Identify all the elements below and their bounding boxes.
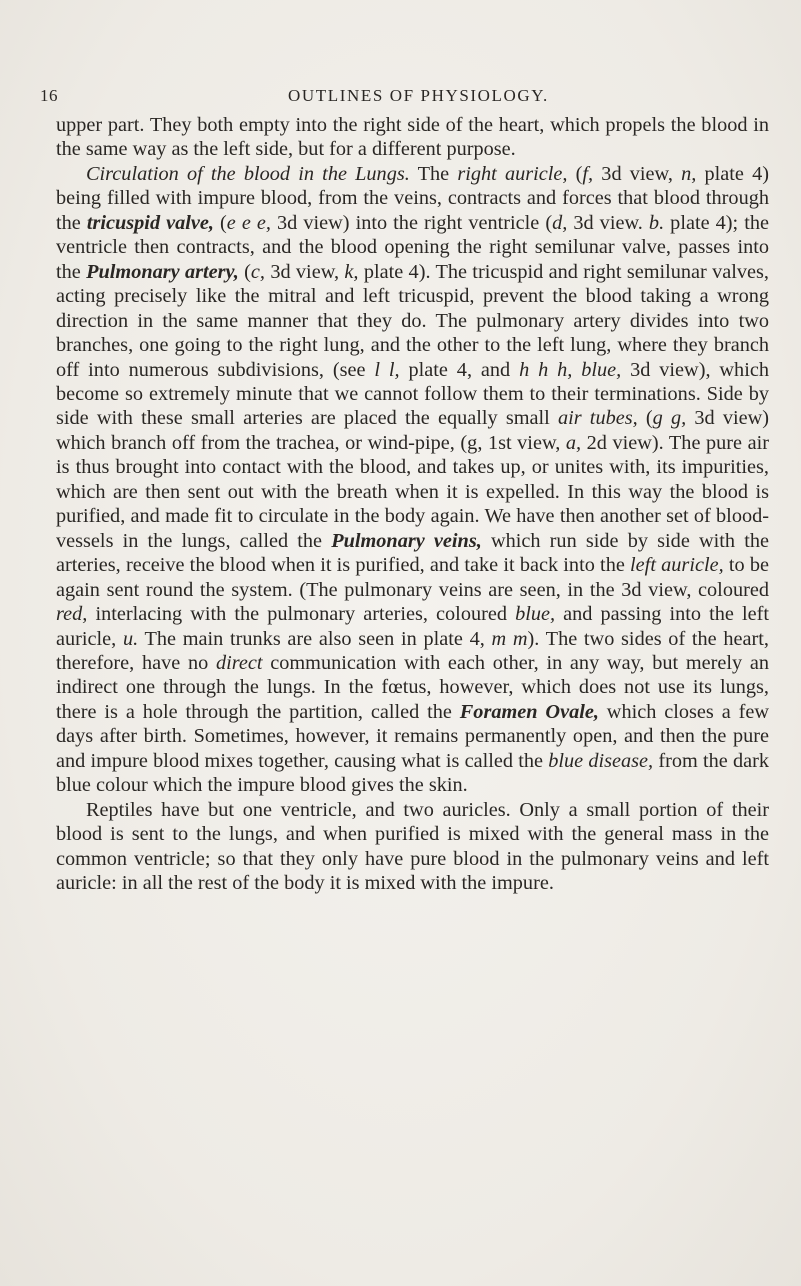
text-run: 3d view, [265,260,345,283]
text-run: 3d view) into the right ventricle ( [270,211,553,234]
body-text [56,113,769,896]
paragraph [56,113,769,162]
text-run: ). The two sides of the heart, therefore, have no [56,627,769,674]
italic-text: e e e, [226,211,271,234]
italic-text: c, [250,260,265,283]
italic-text: d, [552,211,568,234]
italic-text: k, [344,260,359,283]
italic-text: blue, [515,603,556,626]
text-run: which run side by side with the arteries, receive the blood when it is purified, and take it back into the [56,529,769,577]
text-run: and passing into the left auricle, [56,603,769,650]
text-run: plate 4). The tricuspid and right semilunar valves, acting precisely like the mitral and left tricuspid, prevent the blood taking a wrong direction in the same manner that they do. The pulmonary artery divides into two branches, one going to the right lung, and the other to the left lung, where they branch off into numerous subdivisions, (see [56,260,769,381]
italic-text: f, [582,162,594,185]
text-run: 3d view), which become so extremely minute that we cannot follow them to their terminations. Side by side with these small arteries are placed the equally small [56,358,769,430]
italic-text: g g, [652,407,687,430]
italic-text: b. [648,211,665,234]
text-run: upper part. They both empty into the right side of the heart, which propels the blood in the same way as the left side, but for a different purpose. [56,114,769,161]
text-run: interlacing with the pulmonary arteries, coloured [87,603,516,626]
text-run: 2d view). The pure air is thus brought into contact with the blood, and takes up, or unites with, its impurities, which are then sent out with the breath when it is expelled. In this way the blood is purified, and made fit to circulate in the body again. We have then another set of blood-vessels in the lungs, called the [56,431,769,552]
italic-text: blue disease, [548,749,654,772]
running-title: OUTLINES OF PHYSIOLOGY. [288,86,549,105]
italic-text: l l, [374,358,400,381]
text-run: plate 4) being filled with impure blood, from the veins, contracts and forces that blood through the [56,162,770,234]
bold-italic-term: Pulmonary artery, [86,260,239,283]
italic-text: a, [565,431,582,454]
text-run: The [409,162,458,185]
italic-text: left auricle, [630,554,724,577]
text-run: 3d view) which branch off from the trachea, or wind-pipe, (g, 1st view, [56,407,770,454]
text-run: Reptiles have but one ventricle, and two auricles. Only a small portion of their blood is sent to the lungs, and when purified is mixed with the general mass in the common ventricle; so that they only have pure blood in the pulmonary veins and left auricle: in all the rest of the body it is mixed with the impure. [56,798,769,895]
italic-text: red, [56,603,88,626]
bold-italic-term: Pulmonary veins, [331,529,482,552]
italic-text: right auricle, [457,162,568,185]
text-run: which closes a few days after birth. Sometimes, however, it remains permanently open, and then the pure and impure blood mixes together, causing what is called the [56,700,769,772]
paragraph [56,798,769,896]
text-run: ( [213,211,227,234]
text-run: 3d view, [593,162,682,185]
running-head [40,86,740,112]
italic-text: n, [681,162,697,185]
text-run: from the dark blue colour which the impure blood gives the skin. [56,749,769,797]
bold-italic-term: Foramen Ovale, [459,700,599,723]
text-run: plate 4, and [399,358,520,381]
italic-text: h h h, blue, [519,358,622,381]
text-run: to be again sent round the system. (The pulmonary veins are seen, in the 3d view, coloured [56,554,770,601]
italic-text: Circulation of the blood in the Lungs. [86,162,410,185]
italic-text: direct [215,651,263,674]
italic-text: m m [491,627,528,650]
bold-italic-term: tricuspid valve, [86,211,214,234]
text-run: The main trunks are also seen in plate 4, [138,627,492,650]
text-run: ( [567,162,583,185]
italic-text: u. [122,627,139,650]
text-run: ( [238,260,251,283]
text-run: 3d view. [567,211,649,234]
page-number: 16 [40,86,58,105]
italic-text: air tubes, [557,407,638,430]
text-run: ( [637,407,653,430]
text-run: plate 4); the ventricle then contracts, and the blood opening the right semilunar valve, passes into the [56,211,769,283]
text-run: communication with each other, in any way, but merely an indirect one through the lungs. In the fœtus, however, which does not use its lungs, there is a hole through the partition, called the [56,651,770,723]
paragraph [56,162,769,798]
